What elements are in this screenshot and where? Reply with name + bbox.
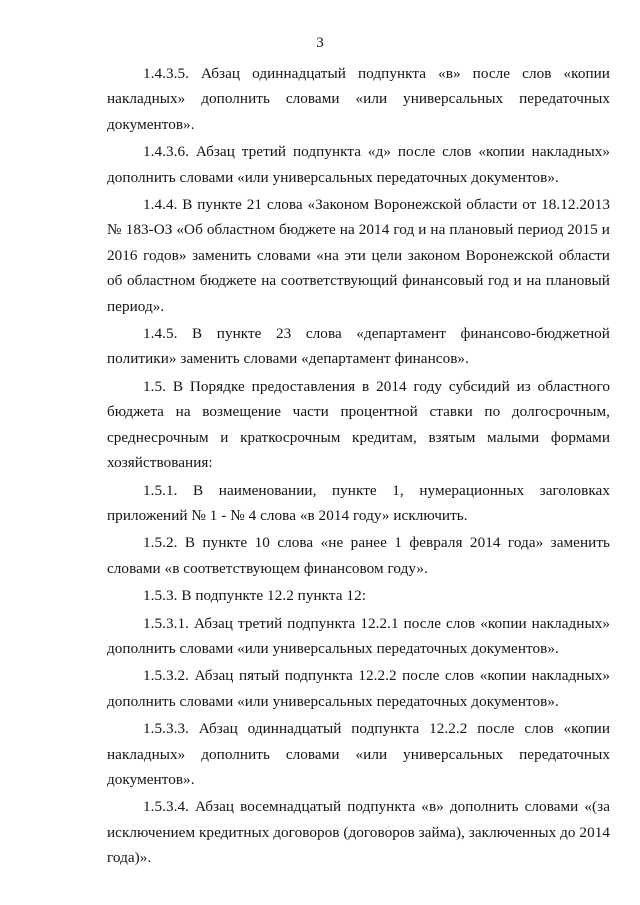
paragraph-1-4-3-6: 1.4.3.6. Абзац третий подпункта «д» после слов «копии накладных» дополнить словами «или универсальных передаточных документов».	[107, 143, 610, 186]
paragraph-1-5-3-2: 1.5.3.2. Абзац пятый подпункта 12.2.2 после слов «копии накладных» дополнить словами «или универсальных передаточных документов».	[107, 667, 610, 710]
paragraph-1-5-3-1: 1.5.3.1. Абзац третий подпункта 12.2.1 после слов «копии накладных» дополнить словами «или универсальных передаточных документов».	[107, 614, 610, 657]
page-number: 3	[316, 35, 324, 51]
paragraph-1-4-4: 1.4.4. В пункте 21 слова «Законом Воронежской области от 18.12.2013 № 183-ОЗ «Об областном бюджете на 2014 год и на плановый период 2015 и 2016 годов» заменить словами «на эти цели законом Воронежской области об областном бюджете на соответствующий финансовый год и на плановый период».	[107, 196, 610, 315]
paragraph-1-4-5: 1.4.5. В пункте 23 слова «департамент финансово-бюджетной политики» заменить словами «департамент финансов».	[107, 325, 610, 368]
paragraph-1-5-2: 1.5.2. В пункте 10 слова «не ранее 1 февраля 2014 года» заменить словами «в соответствующем финансовом году».	[107, 534, 610, 577]
document-body	[107, 61, 610, 871]
paragraph-1-5-3-3: 1.5.3.3. Абзац одиннадцатый подпункта 12.2.2 после слов «копии накладных» дополнить словами «или универсальных передаточных документов».	[107, 720, 610, 788]
paragraph-1-5-3: 1.5.3. В подпункте 12.2 пункта 12:	[143, 587, 366, 605]
paragraph-1-5-3-4: 1.5.3.4. Абзац восемнадцатый подпункта «в» дополнить словами «(за исключением кредитных договоров (договоров займа), заключенных до 2014 года)».	[107, 798, 610, 867]
paragraph-1-5: 1.5. В Порядке предоставления в 2014 году субсидий из областного бюджета на возмещение части процентной ставки по долгосрочным, среднесрочным и краткосрочным кредитам, взятым малыми формами хозяйствования:	[107, 377, 610, 472]
paragraph-1-5-1: 1.5.1. В наименовании, пункте 1, нумерационных заголовках приложений № 1 - № 4 слова «в 2014 году» исключить.	[107, 481, 610, 524]
paragraph-1-4-3-5: 1.4.3.5. Абзац одиннадцатый подпункта «в» после слов «копии накладных» дополнить словами «или универсальных передаточных документов».	[107, 65, 610, 133]
